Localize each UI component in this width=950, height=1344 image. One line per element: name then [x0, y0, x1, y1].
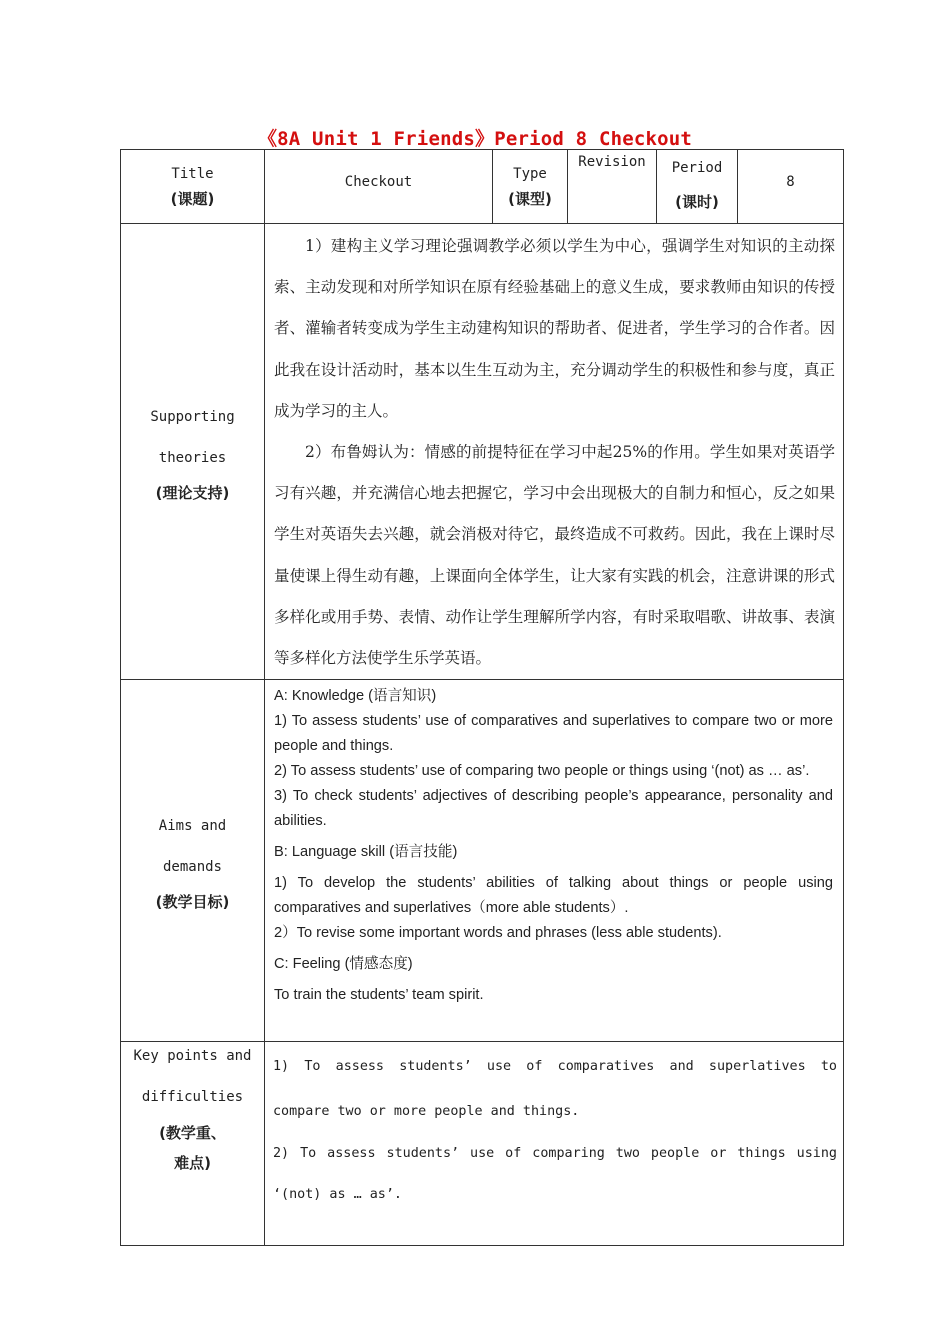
- type-value: Revision: [578, 154, 646, 170]
- keypoint-item-2: 2) To assess students’ use of comparing two people or things using ‘(not) as … as’.: [273, 1146, 837, 1203]
- theory-paragraph-1: 1）建构主义学习理论强调教学必须以学生为中心，强调学生对知识的主动探索、主动发现和对所学知识在原有经验基础上的意义生成，要求教师由知识的传授者、灌输者转变成为学生主动建构知识的帮助者、促进者，学生学习的合作者。因此我在设计活动时，基本以生生互动为主，充分调动学生的积极性和参与度，真正成为学习的主人。: [274, 237, 835, 420]
- theories-label-1: Supporting: [150, 408, 235, 425]
- keypoints-label-cell: [121, 1042, 265, 1246]
- lesson-plan-table: [120, 149, 844, 1246]
- aims-label-cell: [121, 680, 265, 1042]
- aims-label-cn: (教学目标): [155, 892, 230, 911]
- aims-content-cell: [265, 680, 844, 1042]
- aims-knowledge-heading: A: Knowledge (语言知识): [274, 688, 437, 705]
- aims-skill-item-2: 2）To revise some important words and phrases (less able students).: [274, 925, 722, 942]
- theories-label-cn: (理论支持): [155, 483, 230, 502]
- theories-content-cell: [265, 224, 844, 680]
- keypoints-label-1: Key points and: [133, 1048, 252, 1065]
- keypoints-label-cn-2: 难点): [174, 1154, 211, 1173]
- type-value-cell: [568, 150, 657, 224]
- theories-row: [121, 224, 844, 680]
- keypoints-label-2: difficulties: [141, 1089, 244, 1106]
- aims-skill-heading: B: Language skill (语言技能): [274, 844, 458, 861]
- aims-row: [121, 680, 844, 1042]
- keypoints-row: [121, 1042, 844, 1246]
- aims-label-2: demands: [162, 858, 222, 875]
- period-label-cn: (课时): [675, 193, 719, 211]
- aims-knowledge-item-1: 1) To assess students’ use of comparatives and superlatives to compare two or more people and things.: [274, 713, 833, 755]
- period-label: Period: [671, 160, 723, 176]
- period-label-cell: [657, 150, 738, 224]
- period-value-cell: [738, 150, 844, 224]
- theories-label-2: theories: [158, 449, 227, 466]
- title-value-cell: [265, 150, 493, 224]
- aims-feeling-heading: C: Feeling (情感态度): [274, 956, 413, 973]
- type-label-cn: (课型): [508, 189, 552, 208]
- theories-label-cell: [121, 224, 265, 680]
- title-label-cell: [121, 150, 265, 224]
- document-title: 《8A Unit 1 Friends》Period 8 Checkout: [257, 128, 693, 150]
- aims-label-1: Aims and: [158, 817, 227, 834]
- title-label-cn: (课题): [170, 189, 215, 208]
- keypoints-content-cell: [265, 1042, 844, 1246]
- type-label-cell: [493, 150, 568, 224]
- aims-feeling-item-1: To train the students’ team spirit.: [274, 987, 484, 1004]
- title-label: Title: [171, 165, 214, 182]
- type-label: Type: [513, 165, 547, 182]
- aims-knowledge-item-2: 2) To assess students’ use of comparing two people or things using ‘(not) as … as’.: [274, 763, 810, 780]
- theory-paragraph-2: 2）布鲁姆认为：情感的前提特征在学习中起25%的作用。学生如果对英语学习有兴趣，并充满信心地去把握它，学习中会出现极大的自制力和恒心，反之如果学生对英语失去兴趣，就会消极对待它，最终造成不可救药。因此，我在上课时尽量使课上得生动有趣，上课面向全体学生，让大家有实践的机会，注意讲课的形式多样化或用手势、表情、动作让学生理解所学内容，有时采取唱歌、讲故事、表演等多样化方法使学生乐学英语。: [274, 443, 835, 668]
- aims-skill-item-1: 1) To develop the students’ abilities of talking about things or people using comparatives and superlatives（more able students）.: [274, 875, 833, 917]
- title-value: Checkout: [344, 173, 413, 190]
- period-value: 8: [786, 173, 795, 190]
- aims-knowledge-item-3: 3) To check students’ adjectives of describing people’s appearance, personality and abilities.: [274, 788, 833, 830]
- keypoints-label-cn-1: (教学重、: [159, 1124, 226, 1143]
- keypoint-item-1: 1) To assess students’ use of comparatives and superlatives to compare two or more people and things.: [273, 1059, 837, 1120]
- header-row: [121, 150, 844, 224]
